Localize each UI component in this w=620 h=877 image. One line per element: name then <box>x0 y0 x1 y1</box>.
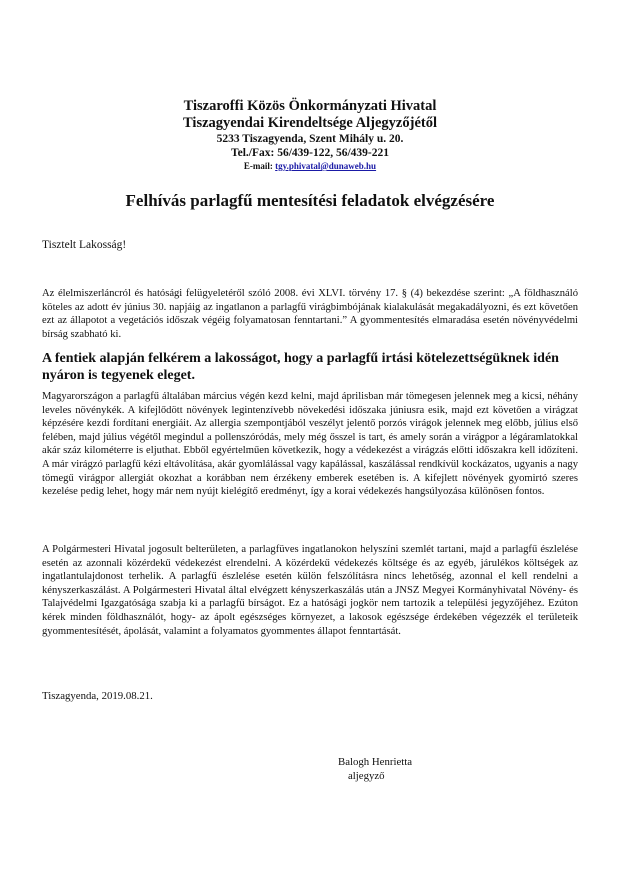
paragraph-law: Az élelmiszerláncról és hatósági felügyeletéről szóló 2008. évi XLVI. törvény 17. § (4) bekezdése szerint: „A földhasználó köteles az adott év június 30. napjáig az ingatlanon a parlagfű virágbimbójának kialakulását megakadályozni, és ezt követően ezt az állapotot a vegetációs időszak végéig folyamatosan fenntartani.” A gyommentesítés elmaradása esetén növényvédelmi bírság szabható ki. <box>42 288 578 340</box>
office-address: 5233 Tiszagyenda, Szent Mihály u. 20. <box>216 133 404 145</box>
signature-block <box>338 755 412 783</box>
email-label: E-mail: <box>243 161 276 171</box>
paragraph-enforcement: A Polgármesteri Hivatal jogosult belterületen, a parlagfüves ingatlanokon helyszíni szemlét tartani, majd a parlagfű észlelése esetén az azonnali közérdekű védekezést elrendelni. A közérdekű védekezés költsége és az egyéb, járulékos költségek az ingatlantulajdonost terhelik. A parlagfű észlelése esetén külön felszólításra nincs lehetőség, azonnal el kell rendelni a kényszerkaszálást. A Polgármesteri Hivatal által elvégzett kényszerkaszálás után a JNSZ Megyei Kormányhivatal Növény- és Talajvédelmi Igazgatósága szabja ki a parlagfű bírságot. Ez a hatósági jogkör nem tartozik a települési jegyzőjéhez. Ezúton kérek minden földhasználót, hogy- az ápolt egészséges környezet, a lakosok egészsége érdekében végezzék el területeik gyommentesítését, ápolását, valamint a folyamatos gyommentes állapot fenntartását. <box>42 544 578 637</box>
letterhead <box>95 98 525 172</box>
office-email-line <box>95 160 525 172</box>
signer-role: aljegyző <box>348 770 385 782</box>
office-name: Tiszaroffi Közös Önkormányzati Hivatal <box>183 98 437 114</box>
office-phone: Tel./Fax: 56/439-122, 56/439-221 <box>230 147 389 159</box>
document-title: Felhívás parlagfű mentesítési feladatok elvégzésére <box>125 191 495 210</box>
document-date: Tiszagyenda, 2019.08.21. <box>42 690 153 702</box>
greeting: Tisztelt Lakosság! <box>42 239 127 251</box>
office-branch: Tiszagyendai Kirendeltsége Aljegyzőjétől <box>183 115 437 131</box>
email-link[interactable]: tgy.phivatal@dunaweb.hu <box>275 161 377 171</box>
signer-name: Balogh Henrietta <box>338 756 413 768</box>
paragraph-request: A fentiek alapján felkérem a lakosságot, hogy a parlagfű irtási kötelezettségüknek idén nyáron is tegyenek eleget. <box>42 351 559 383</box>
paragraph-ragweed-info: Magyarországon a parlagfű általában március végén kezd kelni, majd áprilisban már tömegesen jelennek meg a kicsi, néhány leveles növénykék. A kifejlődött növények legintenzívebb növekedési időszaka júniusra esik, majd ezt követően a virágzat képzésére kezdi fordítani energiáit. Az allergia szempontjából veszélyt jelentő porzós virágok jelennek meg előbb, július első felében, majd július végétől megindul a pollenszóródás, mely még ősszel is tart, és amely során a virágpor a légáramlatokkal akár száz kilométerre is eljuthat. Ebből egyértelműen következik, hogy a védekezést a virágzás előtti időszakra kell időzíteni. A már virágzó parlagfű kézi eltávolítása, akár gyomlálással vagy kapálással, kaszálással rendkívül kockázatos, ugyanis a nagy tömegű virágpor allergiát okozhat a korábban nem érzékeny emberek esetében is. A kifejlett növények gyomirtó szeres kezelése pedig lehet, hogy már nem nyújt kielégítő eredményt, így a korai védekezés hangsúlyozása különösen fontos. <box>42 391 578 498</box>
